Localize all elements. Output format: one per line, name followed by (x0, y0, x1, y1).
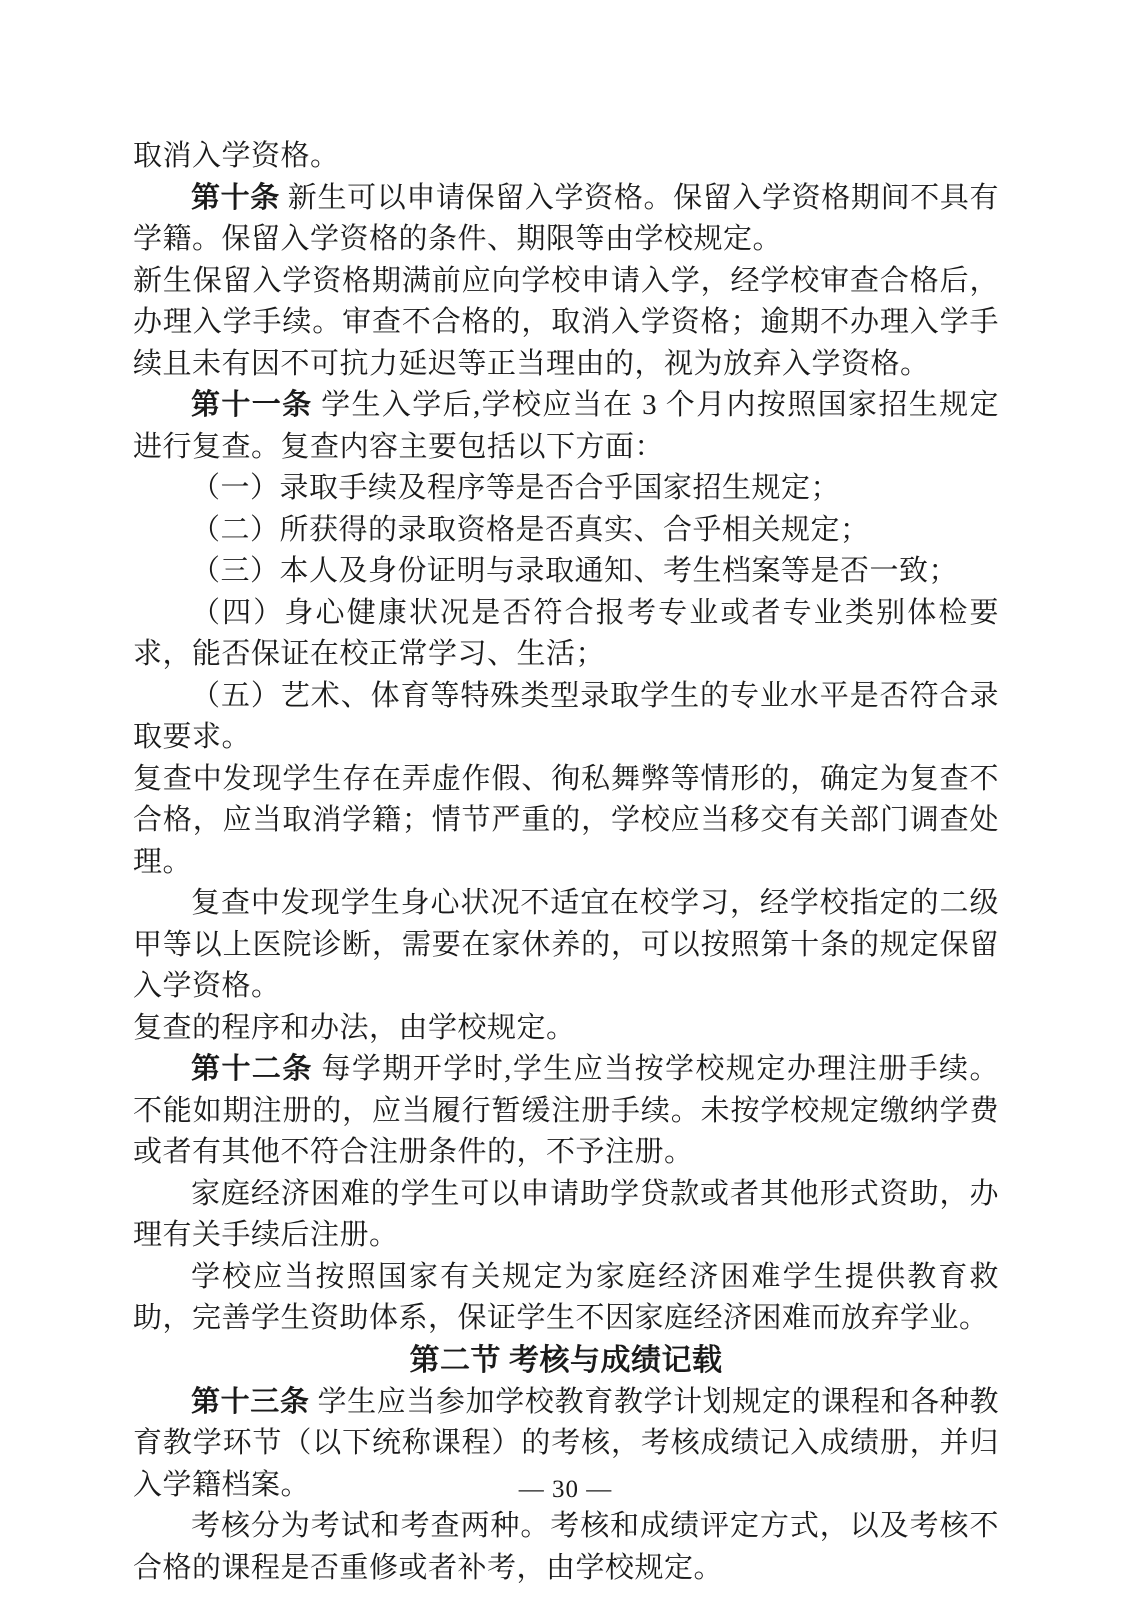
paragraph-text: 每学期开学时,学生应当按学校规定办理注册手续。不能如期注册的，应当履行暂缓注册手续。未按学校规定缴纳学费或者有其他不符合注册条件的，不予注册。 (133, 1053, 999, 1168)
article-number: 第十一条 (191, 389, 313, 421)
article-number: 第十二条 (191, 1053, 313, 1085)
body-paragraph (133, 1506, 999, 1589)
paragraph-text: 新生可以申请保留入学资格。保留入学资格期间不具有学籍。保留入学资格的条件、期限等由学校规定。 (133, 181, 999, 255)
body-paragraph (133, 468, 999, 510)
body-paragraph (133, 593, 999, 676)
paragraph-text: （二）所获得的录取资格是否真实、合乎相关规定； (191, 513, 870, 546)
body-paragraph (133, 136, 999, 178)
section-heading: 第二节 考核与成绩记载 (409, 1343, 723, 1377)
page-number: — 30 — (518, 1476, 613, 1503)
paragraph-text: 复查中发现学生存在弄虚作假、徇私舞弊等情形的，确定为复查不合格，应当取消学籍；情节严重的，学校应当移交有关部门调查处理。 (133, 762, 999, 878)
paragraph-text: （一）录取手续及程序等是否合乎国家招生规定； (191, 472, 841, 504)
body-paragraph (133, 510, 999, 552)
paragraph-text: 学生应当参加学校教育教学计划规定的课程和各种教育教学环节（以下统称课程）的考核，考核成绩记入成绩册，并归入学籍档案。 (133, 1385, 999, 1501)
paragraph-text: 取消入学资格。 (133, 140, 340, 172)
article-number: 第十三条 (191, 1385, 310, 1418)
body-paragraph (133, 385, 999, 468)
body-paragraph (133, 1049, 999, 1174)
page-footer (0, 1476, 1131, 1504)
document-body (133, 136, 999, 1589)
paragraph-text: 家庭经济困难的学生可以申请助学贷款或者其他形式资助，办理有关手续后注册。 (133, 1177, 999, 1251)
paragraph-text: 考核分为考试和考查两种。考核和成绩评定方式，以及考核不合格的课程是否重修或者补考，由学校规定。 (133, 1510, 999, 1584)
paragraph-text: （四）身心健康状况是否符合报考专业或者专业类别体检要求，能否保证在校正常学习、生活； (133, 596, 999, 670)
body-paragraph (133, 178, 999, 261)
body-paragraph (133, 676, 999, 759)
body-paragraph (133, 1257, 999, 1340)
paragraph-text: 新生保留入学资格期满前应向学校申请入学，经学校审查合格后，办理入学手续。审查不合格的，取消入学资格；逾期不办理入学手续且未有因不可抗力延迟等正当理由的，视为放弃入学资格。 (133, 264, 999, 380)
paragraph-text: （三）本人及身份证明与录取通知、考生档案等是否一致； (191, 555, 959, 587)
article-number: 第十条 (191, 181, 280, 214)
paragraph-text: （五）艺术、体育等特殊类型录取学生的专业水平是否符合录取要求。 (133, 679, 999, 753)
body-paragraph (133, 1174, 999, 1257)
paragraph-text: 复查的程序和办法，由学校规定。 (133, 1011, 576, 1044)
paragraph-text: 学生入学后,学校应当在 3 个月内按照国家招生规定进行复查。复查内容主要包括以下方面： (133, 389, 999, 463)
body-paragraph (133, 883, 999, 1008)
body-paragraph (133, 1008, 999, 1050)
body-paragraph (133, 261, 999, 386)
body-paragraph (133, 759, 999, 884)
paragraph-text: 复查中发现学生身心状况不适宜在校学习，经学校指定的二级甲等以上医院诊断，需要在家休养的，可以按照第十条的规定保留入学资格。 (133, 887, 999, 1002)
body-paragraph (133, 551, 999, 593)
paragraph-text: 学校应当按照国家有关规定为家庭经济困难学生提供教育救助，完善学生资助体系，保证学生不因家庭经济困难而放弃学业。 (133, 1260, 999, 1334)
